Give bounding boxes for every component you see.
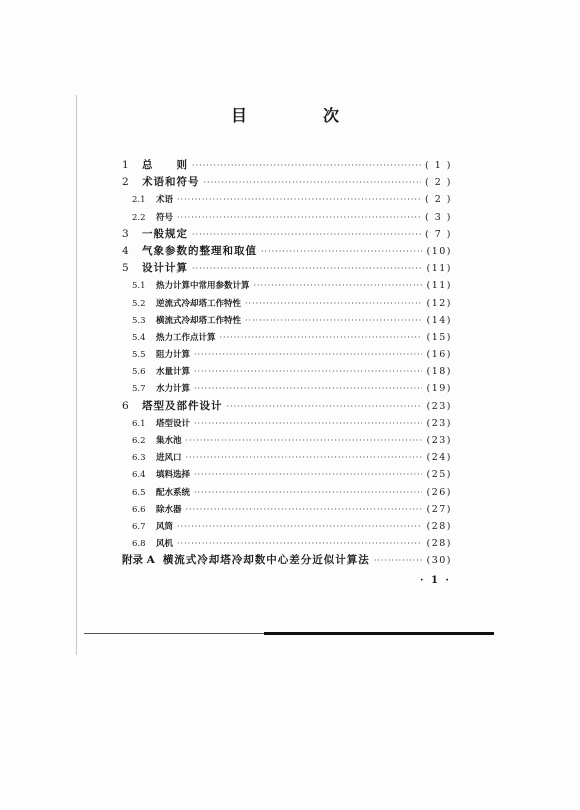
toc-entry-title: 横流式冷却塔工作特性 (156, 315, 242, 326)
toc-entry-page: (27) (426, 503, 452, 515)
toc-entry-number: 4 (122, 244, 129, 257)
toc-entry-number: 2.2 (132, 212, 146, 223)
toc-entry-page: (19) (426, 383, 452, 395)
toc-entry-number: 3 (122, 227, 129, 240)
toc-entry-title: 除水器 (156, 504, 182, 515)
toc-entry-title: 进风口 (156, 453, 182, 464)
toc-entry-title: 风机 (156, 539, 174, 550)
toc-entry-page: (23) (426, 417, 452, 429)
toc-dot-leader (245, 312, 422, 329)
toc-entry (122, 501, 452, 518)
toc-entry-page: ( 1 ) (425, 160, 452, 171)
toc-dot-leader (194, 380, 422, 397)
toc-entry (122, 260, 452, 277)
toc-entry (122, 174, 452, 191)
toc-dot-leader (227, 398, 423, 415)
toc-entry-number: 6.6 (132, 504, 146, 515)
toc-title: 目 次 (230, 106, 369, 125)
toc-dot-leader (194, 346, 422, 363)
toc-entry-title: 阻力计算 (156, 350, 191, 361)
toc-entry-title: 横流式冷却塔冷却数中心差分近似计算法 (162, 554, 370, 567)
toc-entry-page: (15) (426, 331, 452, 343)
toc-entry-title: 一般规定 (142, 227, 188, 240)
toc-dot-leader (186, 449, 423, 466)
toc-entry-number: 6.2 (132, 436, 146, 446)
toc-entry-title: 气象参数的整理和取值 (142, 244, 257, 257)
toc-entry-title: 热力计算中常用参数计算 (156, 281, 250, 292)
toc-dot-leader (177, 535, 422, 552)
toc-entry-page: (11) (426, 263, 452, 275)
toc-dot-leader (254, 277, 423, 294)
toc-entry (122, 363, 452, 380)
scan-edge-line (76, 95, 77, 655)
toc-entry-title: 配水系统 (156, 487, 191, 498)
toc-entry-title: 总 则 (142, 159, 188, 171)
toc-entry-page: (28) (426, 538, 452, 550)
toc-entry-number: 5.5 (132, 350, 146, 361)
toc-dot-leader (194, 363, 422, 380)
toc-entry-page: ( 2 ) (425, 177, 452, 189)
toc-dot-leader (192, 226, 421, 243)
toc-entry (122, 449, 452, 466)
toc-entry-number: 5.6 (132, 367, 146, 378)
toc-entry-page: (25) (426, 469, 452, 481)
toc-dot-leader (192, 260, 422, 277)
toc-entry (122, 432, 452, 449)
toc-dot-leader (186, 432, 423, 449)
toc-entry-page: (28) (426, 520, 452, 532)
toc-entry-number: 2.1 (132, 195, 146, 206)
toc-entry-number: 6.1 (132, 418, 146, 429)
toc-entry-number: 1 (122, 159, 129, 171)
toc-entry-number: 6.3 (132, 453, 146, 464)
toc-entry (122, 312, 452, 329)
toc-entry-number: 6.8 (132, 539, 146, 550)
toc-entry-number: 6.7 (132, 521, 146, 532)
toc-entry-page: (14) (426, 314, 452, 326)
toc-entry-number: 5.3 (132, 315, 146, 326)
toc-entry-page: (30) (426, 555, 452, 567)
toc-entry-title: 风筒 (156, 521, 174, 532)
toc-dot-leader (177, 518, 422, 535)
toc-entry-page: (24) (426, 452, 452, 464)
toc-entry-page: (18) (426, 366, 452, 378)
toc-entry (122, 191, 452, 208)
toc-dot-leader (194, 415, 422, 432)
toc-entry-page: ( 3 ) (425, 211, 452, 223)
toc-entry (122, 484, 452, 501)
toc-entry-page: (16) (426, 349, 452, 361)
toc-entry (122, 329, 452, 346)
toc-dot-leader (194, 484, 422, 501)
toc-entry-number: 5.7 (132, 384, 146, 395)
toc-entry (122, 226, 452, 243)
toc-dot-leader (374, 552, 423, 569)
toc-entry (122, 243, 452, 260)
page-number: · 1 · (420, 575, 451, 586)
toc-dot-leader (220, 329, 423, 346)
toc-entry-page: (26) (426, 486, 452, 498)
toc-dot-leader (194, 466, 422, 483)
toc-entry (122, 535, 452, 552)
toc-entry-title: 术语 (156, 195, 174, 206)
toc-entry-page: (12) (426, 297, 452, 309)
toc-entry-title: 塔型设计 (156, 418, 191, 429)
toc-entry-title: 热力工作点计算 (156, 332, 216, 343)
toc-entry (122, 346, 452, 363)
toc-entry (122, 518, 452, 535)
toc-entry (122, 552, 452, 569)
toc-entry-page: (23) (426, 400, 452, 412)
toc-entry (122, 295, 452, 312)
toc-entry (122, 157, 452, 174)
toc-entry-title: 符号 (156, 212, 174, 223)
toc-entry-page: ( 7 ) (425, 228, 452, 240)
toc-entry (122, 277, 452, 294)
toc-entry-number: 5.2 (132, 298, 146, 309)
toc-entry (122, 466, 452, 483)
toc-entry (122, 209, 452, 226)
toc-dot-leader (177, 209, 421, 226)
toc-entry-title: 设计计算 (142, 262, 188, 275)
toc-entry (122, 398, 452, 415)
toc-dot-leader (186, 501, 423, 518)
footer-rule-thin (84, 633, 264, 634)
table-of-contents (122, 157, 452, 570)
toc-entry-number: 附录 A (122, 554, 155, 567)
toc-entry-number: 5.1 (132, 281, 146, 292)
toc-entry-title: 术语和符号 (142, 176, 200, 189)
toc-entry-number: 5.4 (132, 332, 146, 343)
toc-entry-title: 填料选择 (156, 470, 191, 481)
toc-entry-page: ( 2 ) (425, 194, 452, 206)
toc-dot-leader (204, 174, 422, 191)
toc-entry-number: 2 (122, 176, 129, 189)
toc-entry-title: 塔型及部件设计 (142, 399, 223, 412)
toc-entry-page: (11) (426, 280, 452, 292)
toc-entry-title: 水量计算 (156, 367, 191, 378)
toc-dot-leader (177, 191, 421, 208)
toc-dot-leader (245, 295, 422, 312)
toc-entry-number: 5 (122, 262, 129, 275)
toc-entry-number: 6.5 (132, 487, 146, 498)
toc-entry-title: 逆流式冷却塔工作特性 (156, 298, 242, 309)
toc-entry-title: 水力计算 (156, 384, 191, 395)
toc-entry-title: 集水池 (156, 436, 182, 446)
toc-entry-page: (10) (426, 245, 452, 257)
toc-entry (122, 380, 452, 397)
toc-entry-number: 6.4 (132, 470, 146, 481)
footer-rule-thick (264, 632, 494, 635)
toc-entry-page: (23) (426, 435, 452, 446)
toc-entry (122, 415, 452, 432)
toc-dot-leader (261, 243, 422, 260)
toc-dot-leader (192, 157, 421, 174)
toc-entry-number: 6 (122, 399, 129, 412)
